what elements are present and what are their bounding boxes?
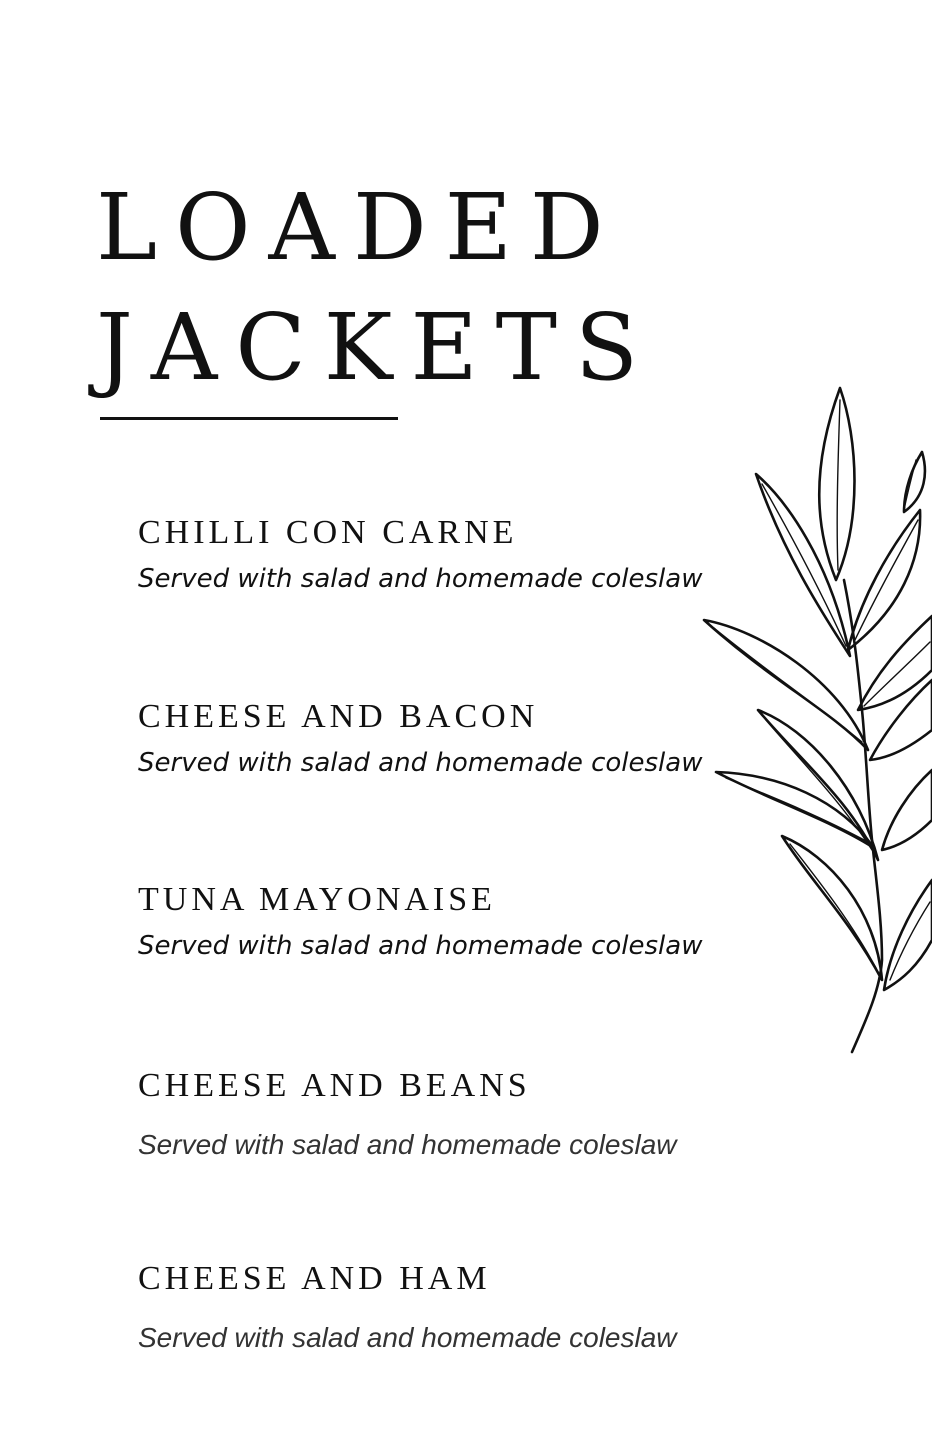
menu-item-name: TUNA MAYONAISE [138,881,496,918]
menu-item-description: Served with salad and homemade coleslaw [138,748,703,778]
menu-item-cheese-and-bacon [138,700,738,776]
menu-item-name: CHEESE AND HAM [138,1260,491,1297]
menu-item-cheese-and-beans [138,1069,738,1159]
menu-item-description: Served with salad and homemade coleslaw [138,564,703,594]
menu-item-description: Served with salad and homemade coleslaw [138,931,703,961]
menu-item-name: CHEESE AND BEANS [138,1067,531,1104]
menu-item-name: CHILLI CON CARNE [138,514,518,551]
menu-item-chilli-con-carne [138,516,738,592]
menu-item-description: Served with salad and homemade coleslaw [138,1129,677,1160]
menu-title-line-1: LOADED [96,174,622,281]
menu-item-tuna-mayonaise [138,883,738,959]
menu-title-line-2: JACKETS [96,294,656,401]
menu-item-description: Served with salad and homemade coleslaw [138,1322,677,1353]
menu-item-name: CHEESE AND BACON [138,698,539,735]
menu-item-cheese-and-ham [138,1262,738,1352]
leaf-branch-icon [690,380,932,1060]
title-underline [100,417,398,420]
